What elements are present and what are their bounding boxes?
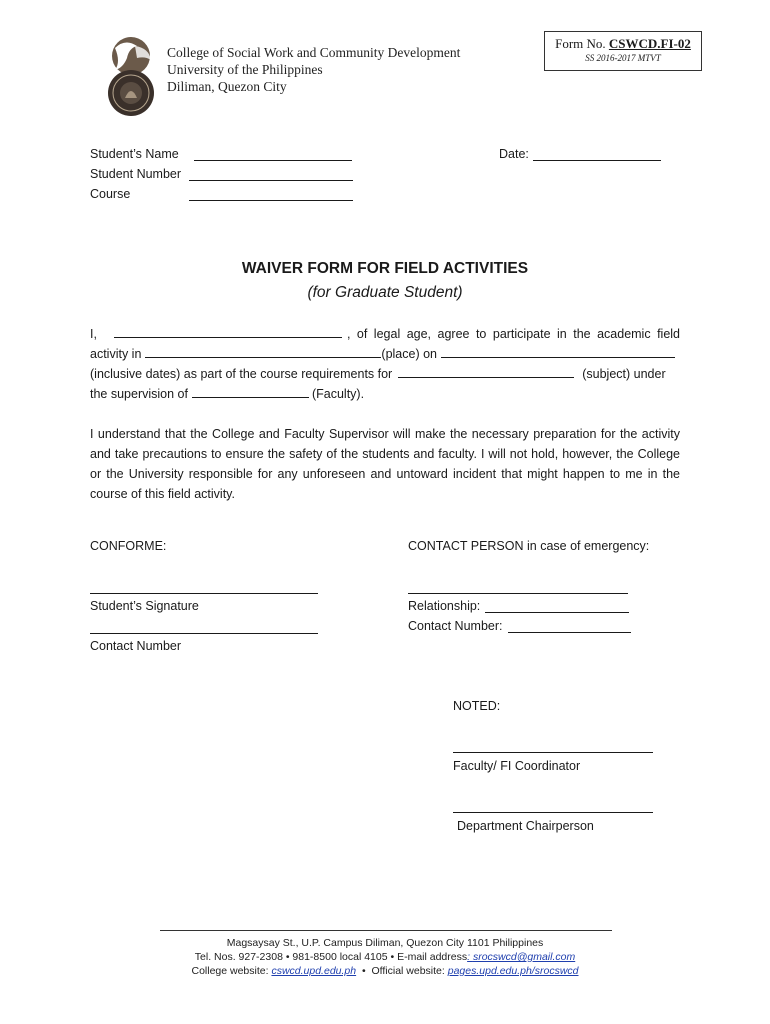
header-university: University of the Philippines (167, 62, 323, 77)
emergency-contact-label: CONTACT PERSON in case of emergency: (408, 539, 650, 553)
conforme-label: CONFORME: (90, 539, 167, 553)
relationship-label: Relationship: (408, 599, 481, 613)
footer-divider (160, 930, 612, 931)
school-year: SS 2016-2017 MTVT (585, 53, 661, 63)
emergency-number-field[interactable] (508, 621, 631, 633)
course-field[interactable] (189, 189, 353, 201)
date-row (499, 147, 529, 161)
faculty-supervisor-field[interactable] (192, 386, 309, 398)
header-location: Diliman, Quezon City (167, 79, 287, 94)
coordinator-signature-field[interactable] (453, 741, 653, 753)
relationship-row (408, 599, 480, 613)
coordinator-label: Faculty/ FI Coordinator (453, 759, 581, 773)
student-name-row (90, 147, 179, 161)
waiver-paragraph-2: I understand that the College and Faculty Supervisor will make the necessary preparation for the activity and take precautions to ensure the safety of the students and faculty. I will not hold, however, the College or the University responsible for any unforeseen and untoward incident that might happen to me in the course of this field activity. (90, 427, 680, 501)
course-row (90, 187, 130, 201)
official-website-link[interactable]: pages.upd.edu.ph/srocswcd (447, 965, 579, 977)
participant-name-field[interactable] (114, 326, 342, 338)
form-title: WAIVER FORM FOR FIELD ACTIVITIES (241, 260, 529, 277)
student-signature-label: Student’s Signature (90, 599, 199, 613)
chair-signature-field[interactable] (453, 801, 653, 813)
institution-header (167, 44, 460, 95)
form-number: Form No. CSWCD.FI-02 (555, 36, 691, 51)
emergency-name-field[interactable] (408, 582, 628, 594)
activity-date-field[interactable] (441, 346, 675, 358)
student-name-field[interactable] (194, 149, 352, 161)
student-contact-label: Contact Number (90, 639, 182, 653)
date-field[interactable] (533, 149, 661, 161)
header-college: College of Social Work and Community Development (167, 45, 461, 60)
college-logo-icon (95, 36, 167, 118)
form-number-box (544, 31, 702, 71)
activity-place-field[interactable] (145, 346, 381, 358)
student-signature-field[interactable] (90, 582, 318, 594)
date-label: Date: (499, 147, 529, 161)
student-number-row (90, 167, 181, 181)
relationship-field[interactable] (485, 601, 629, 613)
student-contact-field[interactable] (90, 622, 318, 634)
emergency-number-label: Contact Number: (408, 619, 503, 633)
emergency-number-row (408, 619, 502, 633)
footer-address: Magsaysay St., U.P. Campus Diliman, Quezon City 1101 Philippines (226, 937, 544, 949)
course-label: Course (90, 187, 131, 201)
college-website-link[interactable]: cswcd.upd.edu.ph (271, 965, 357, 977)
email-link[interactable]: srocswcd@gmail.com (472, 951, 576, 963)
student-number-label: Student Number (90, 167, 182, 181)
noted-label: NOTED: (453, 699, 501, 713)
course-requirement-field[interactable] (398, 366, 574, 378)
student-name-label: Student’s Name (90, 147, 179, 161)
form-subtitle: (for Graduate Student) (307, 284, 463, 301)
footer-contact: Tel. Nos. 927-2308 • 981-8500 local 4105 • E-mail address: srocswcd@gmail.com (194, 951, 576, 963)
student-number-field[interactable] (189, 169, 353, 181)
footer-websites: College website: cswcd.upd.edu.ph • Official website: pages.upd.edu.ph/srocswcd (191, 965, 579, 977)
waiver-paragraph-1: I, , of legal age, agree to participate in the academic field activity in (place) on (inclusive dates) as part of the course requirements for (subject) under the supervision of (Faculty). (90, 327, 680, 401)
chair-label: Department Chairperson (457, 819, 594, 833)
